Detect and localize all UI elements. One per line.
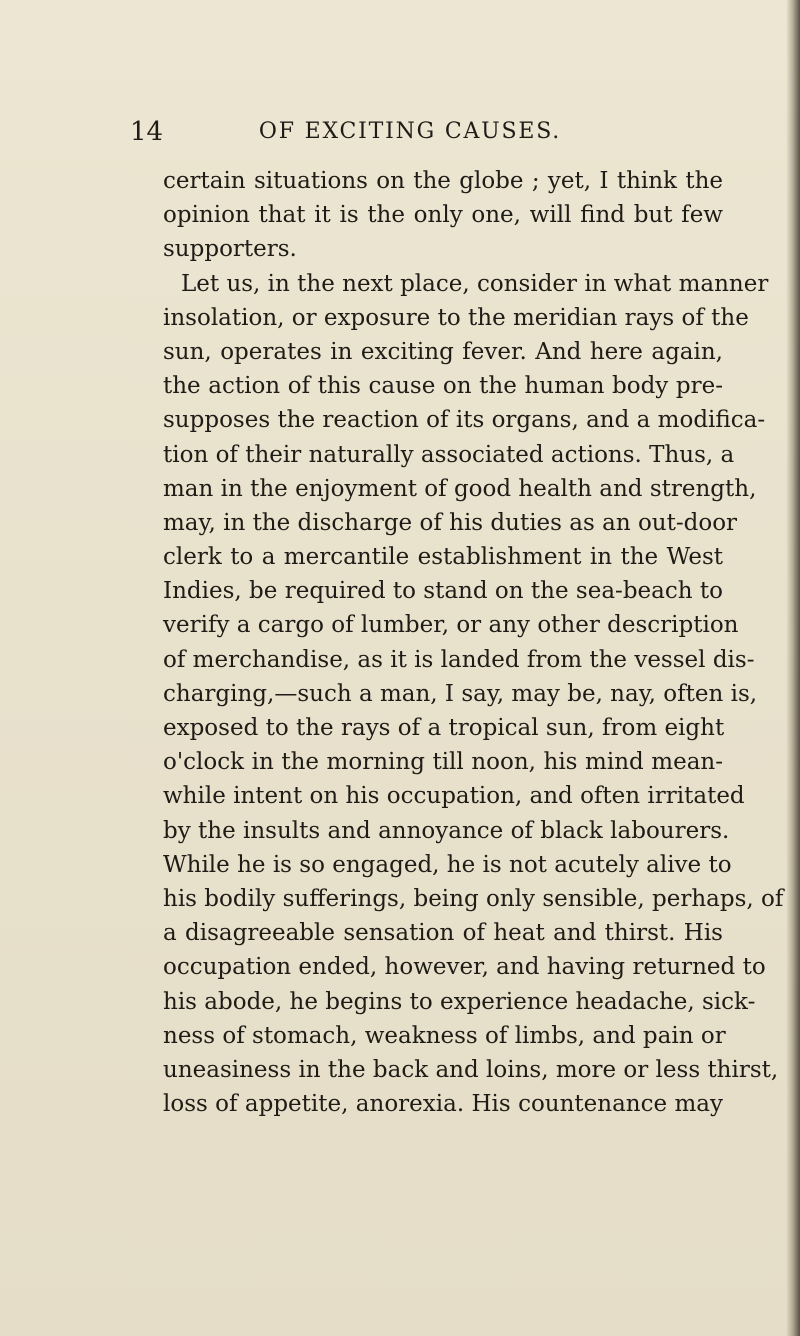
text-line: o'clock in the morning till noon, his mind mean- [163,749,723,776]
text-line: charging,—such a man, I say, may be, nay, often is, [163,680,758,707]
text-line: Let us, in the next place, consider in what manner [181,270,769,297]
text-line: clerk to a mercantile establishment in the West [163,544,723,571]
text-line: his abode, he begins to experience headache, sick- [163,988,756,1015]
text-line: opinion that it is the only one, will find but few [163,202,723,229]
page-number: 14 [130,117,164,147]
page-edge-shadow [786,0,800,1336]
body-text [163,164,784,1121]
text-line: loss of appetite, anorexia. His countenance may [163,1091,723,1118]
text-line: supporters. [163,236,297,263]
text-line: ness of stomach, weakness of limbs, and pain or [163,1022,726,1049]
text-line: his bodily sufferings, being only sensible, perhaps, of [163,885,784,912]
text-line: certain situations on the globe ; yet, I think the [163,168,723,194]
text-line: while intent on his occupation, and often irritated [163,783,745,810]
text-line: of merchandise, as it is landed from the vessel dis- [163,646,755,673]
text-line: occupation ended, however, and having returned to [163,954,766,981]
text-line: supposes the reaction of its organs, and a modifica- [163,407,766,434]
text-line: tion of their naturally associated actions. Thus, a [163,441,735,468]
text-line: the action of this cause on the human body pre- [163,373,723,400]
text-line: While he is so engaged, he is not acutely alive to [163,851,732,878]
text-line: may, in the discharge of his duties as an out-door [163,509,738,536]
text-line: exposed to the rays of a tropical sun, from eight [163,715,725,741]
text-line: man in the enjoyment of good health and strength, [163,475,757,502]
text-line: a disagreeable sensation of heat and thirst. His [163,920,723,947]
text-line: by the insults and annoyance of black labourers. [163,817,730,844]
page-header [130,114,690,150]
text-line: verify a cargo of lumber, or any other description [163,612,739,639]
text-line: Indies, be required to stand on the sea-beach to [163,578,723,605]
running-head: OF EXCITING CAUSES. [258,119,562,144]
text-line: insolation, or exposure to the meridian rays of the [163,304,749,331]
text-line: sun, operates in exciting fever. And here again, [163,338,723,365]
text-line: uneasiness in the back and loins, more or less thirst, [163,1056,779,1083]
